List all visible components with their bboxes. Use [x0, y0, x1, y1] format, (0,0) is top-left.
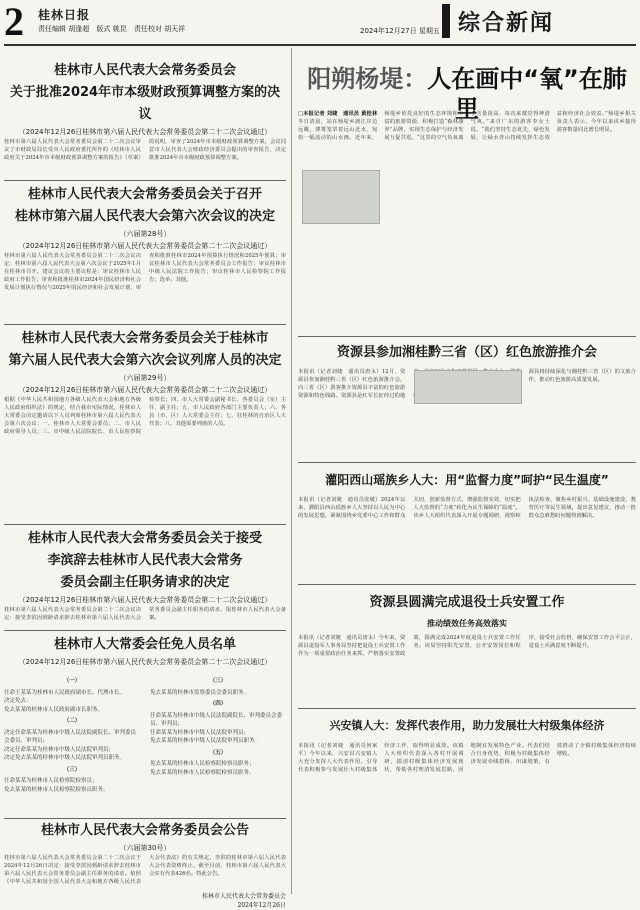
signature: 桂林市人民代表大会常务委员会 2024年12月26日 — [4, 892, 286, 910]
list-heading: （三） — [63, 766, 81, 773]
divider — [4, 524, 286, 525]
section-title: 综合新闻 — [458, 11, 555, 36]
article-title: 桂林市人大常委会任免人员名单 — [53, 637, 236, 652]
article-photo — [414, 370, 522, 404]
masthead: 桂林日报 — [38, 8, 91, 22]
article-resignation — [4, 528, 286, 622]
list-item: 免去某某的桂林市中级人民法院审判员职务。 — [150, 738, 261, 744]
article-body: 桂林市第六届人民代表大会常务委员会第二十二次会议决定：桂林市第六届人民代表大会第六次会议于2025年1月在桂林市召开。建议会议的主要议程是：审议桂林市人民政府工作报告；审查和批准桂林市2024年国民经济和社会发展计划执行情况与2025年国民经济和社会发展计划，审查和批准桂林市2024年预算执行情况和2025年预算；审议桂林市人民代表大会常务委员会工作报告；审议桂林市中级人民法院工作报告；审议桂林市人民检察院工作报告；选举；其他。 — [4, 253, 286, 291]
article-title: 兴安镇人大：发挥代表作用，助力发展壮大村级集体经济 — [329, 719, 605, 732]
list-item: 免去某某的桂林市人民检察院检察员职务。 — [150, 769, 255, 776]
appointment-list-left — [4, 674, 140, 816]
list-item: 任命某某为桂林市中级人民法院副院长、审判委员会委员、审判员； — [150, 712, 283, 727]
lead-text: 冬日清晨，站在杨堤乡漓江岸边远眺，薄雾笼罩着远山近水，宛如一幅流动的山水画。近年来，杨堤乡依托良好的生态环境和丰富的旅游资源，积极打造“森林康养”品牌，实现生态保护与经济发展互促共进。“这里的空气负氧离子含量很高，每次来都觉得神清气爽。”来自广东的游客李女士说。“我们坚持生态优先、绿色发展，让绿水青山持续发挥生态效益和经济社会效益。”杨堤乡相关负责人表示，今年以来该乡接待游客数量同比增长明显。 — [298, 111, 636, 141]
article-body: 桂林市第六届人民代表大会常务委员会第二十二次会议决定：接受李滨因到龄请求辞去桂林市第六届人民代表大会常务委员会副主任职务的请求，报桂林市人民代表大会备案。 — [4, 607, 286, 621]
article-body: 桂林市第六届人民代表大会常务委员会第二十二次会议审议了市财政局局长受市人民政府委托所作的《桂林市人民政府关于2024年市本级财政预算调整方案的报告》（草案）的说明，审查了2024年市本级财政预算调整方案。会议同意市人民代表大会财政经济委员会提出的审查报告，决定批准2024年市本级财政预算调整方案。 — [4, 139, 286, 161]
article-announcement — [4, 820, 286, 910]
page-number: 2 — [4, 0, 24, 44]
lead-photo — [302, 170, 380, 224]
article-convene-session — [4, 184, 286, 316]
list-heading: （三） — [209, 678, 227, 684]
divider — [298, 708, 636, 709]
list-item: 任命某某为桂林市人民检察院检察员； — [4, 778, 98, 784]
header-rule — [4, 44, 636, 46]
page-header — [0, 0, 640, 50]
article-body: 根据《中华人民共和国地方各级人民代表大会和地方各级人民政府组织法》的规定，结合我市实际情况，桂林市人大常委会决定邀请以下人员列席桂林市第六届人民代表大会第六次会议：一、桂林市人大常委会委员；二、市人民政府领导人员；三、市中级人民法院院长、市人民检察院检察长；四、市人大常委会副秘书长、各委员会（室）主任、副主任；五、市人民政府各部门主要负责人；六、各县（市、区）人大常委会主任；七、驻桂林的自治区人大代表；八、其他需要列席的人员。 — [4, 397, 286, 435]
editor-credit: 版式 姚昆 — [96, 25, 127, 33]
editor-credit: 责任编辑 胡逢超 — [38, 25, 90, 33]
lead-headline-part2: 人在画中“氧”在肺里 — [427, 65, 627, 123]
article-body: 本报讯（记者刘婕 通讯员何家平）今年以来，兴安县兴安镇人大充分发挥人大代表作用，引导代表积极参与发展壮大村级集体经济工作，取得明显成效。该镇人大组织代表深入各村开展调研，摸清村级集体经济发展现状，帮助各村理清发展思路，因地制宜发展特色产业。代表们结合自身优势，积极为村级集体经济发展牵线搭桥、出谋划策，有效推动了全镇村级集体经济持续增收。 — [298, 743, 636, 773]
divider — [4, 630, 286, 631]
article-title: 桂林市人民代表大会常务委员会公告 — [40, 823, 249, 838]
appointment-list-right — [150, 674, 286, 816]
list-heading: （四） — [209, 701, 227, 707]
list-item: 决定免去某某的桂林市中级人民法院审判员职务。 — [4, 755, 126, 761]
article-title: 灌阳西山瑶族乡人大：用“监督力度”呵护“民生温度” — [325, 473, 609, 487]
divider — [4, 818, 286, 819]
article-body: 本报讯（记者刘婕 通讯员唐永）12月，资源县参加湘桂黔三省（区）红色旅游推介会，向三省（区）游客推介资源县丰富的红色旅游资源和特色线路。资源县是红军长征经过的地 源县将持续深化与湘桂黔三省（区）的文旅合作，推动红色旅游高质量发展。 — [298, 369, 636, 399]
article-number: （六届第29号） — [119, 374, 171, 382]
list-item: 免去某某的桂林市人民政府副市长职务。 — [4, 706, 104, 713]
article-subtitle: （2024年12月26日桂林市第六届人民代表大会常务委员会第二十二次会议通过） — [18, 128, 272, 136]
list-item: 免去某某的桂林市人民检察院检察员职务。 — [4, 786, 109, 793]
article-number: （六届第28号） — [119, 230, 171, 238]
article-title: 委员会副主任职务请求的决定 — [60, 575, 230, 590]
article-title: 桂林市人民代表大会常务委员会关于接受 — [27, 531, 262, 546]
article-subtitle: （2024年12月26日桂林市第六届人民代表大会常务委员会第二十二次会议通过） — [18, 386, 272, 394]
article-body: 本报讯（记者刘婕 通讯员张敏）2024年以来，灌阳县西山瑶族乡人大坚持以人民为中心的发展思想，紧紧围绕乡党委中心工作和群众关切，创新监督方式，增强监督实效，切实把人大监督的“力度”转化为民生保障的“温度”。该乡人大组织代表深入开展专题调研、视察和执法检查，聚焦乡村振兴、基础设施建设、教育医疗等民生领域，提出意见建议，推动一批群众急难愁盼问题得到解决。 — [298, 497, 636, 519]
list-item: 决定任命某某为桂林市中级人民法院副院长、审判委员会委员、审判员； — [4, 729, 137, 744]
list-heading: （一） — [63, 678, 81, 684]
lead-headline-part1: 阳朔杨堤： — [307, 65, 428, 93]
article-title: 资源县参加湘桂黔三省（区）红色旅游推介会 — [336, 345, 597, 360]
divider — [298, 462, 636, 463]
lead-byline: □本报记者 刘婕 通讯员 黄桂林 — [298, 111, 378, 117]
list-item: 任命某某为桂林市中级人民法院审判员； — [150, 729, 250, 736]
article-title: 桂林市人民代表大会常务委员会关于桂林市 — [21, 331, 269, 346]
list-item: 免去某某的桂林市人民检察院检察员职务； — [150, 761, 255, 767]
list-heading: （二） — [63, 718, 81, 724]
article-title: 资源县圆满完成退役士兵安置工作 — [369, 595, 565, 610]
dateline: 2024年12月27日 星期五 — [360, 27, 440, 35]
article-body: 本报讯（记者刘婕 通讯员唐永）今年来，资源县退役军人事务局坚持把退役士兵安置工作作为一项重要政治任务来抓，严格落实安置政策，圆满完成2024年度退役士兵安置工作任务。该局坚持阳光安置，公开安置岗位和程序，接受社会监督，确保安置工作公平公正，退役士兵满意度不断提升。 — [298, 635, 636, 657]
article-subtitle: （2024年12月26日桂林市第六届人民代表大会常务委员会第二十二次会议通过） — [18, 596, 272, 604]
signature-date: 2024年12月26日 — [237, 902, 286, 909]
section-bar — [442, 4, 450, 38]
article-subtitle: （2024年12月26日桂林市第六届人民代表大会常务委员会第二十二次会议通过） — [18, 658, 272, 666]
list-heading: （五） — [209, 749, 227, 756]
article-number: （六届第30号） — [119, 844, 171, 852]
divider — [4, 180, 286, 181]
list-item: 决定免去： — [4, 698, 32, 704]
article-subtitle: 推动绩效任务高效落实 — [427, 619, 507, 628]
column-divider — [291, 48, 292, 894]
article-title: 桂林市人民代表大会常务委员会 — [53, 63, 236, 78]
divider — [298, 584, 636, 585]
list-item: 任命王某某为桂林市人民政府副市长、代理市长。 — [4, 689, 126, 696]
editor-credits — [38, 24, 190, 34]
article-budget-resolution — [4, 60, 286, 188]
article-title: 桂林市第六届人民代表大会第六次会议的决定 — [14, 209, 275, 224]
article-title: 关于批准2024年市本级财政预算调整方案的决议 — [9, 85, 281, 122]
article-title: 第六届人民代表大会第六次会议列席人员的决定 — [8, 353, 282, 368]
article-appointments — [4, 634, 286, 793]
editor-credit: 责任校对 胡天祥 — [133, 25, 186, 33]
section-banner — [442, 0, 640, 42]
divider — [298, 336, 636, 337]
article-attendees — [4, 328, 286, 516]
article-body: 桂林市第六届人民代表大会常务委员会第二十二次会议于2024年12月26日决定：接受李滨因到龄请求辞去桂林市第六届人民代表大会常务委员会副主任职务的请求。依照《中华人民共和国全国人民代表大会和地方各级人民代表大会代表法》的有关规定，李滨的桂林市第六届人民代表大会代表资格终止。截至目前，桂林市第六届人民代表大会实有代表426名。特此公告。 — [4, 855, 286, 885]
list-item: 决定任命某某为桂林市中级人民法院审判员； — [4, 746, 115, 753]
article-title: 桂林市人民代表大会常务委员会关于召开 — [27, 187, 262, 202]
right-column — [298, 52, 636, 892]
divider — [4, 324, 286, 325]
left-column — [4, 52, 286, 909]
list-item: 免去某某的桂林市监察委员会委员职务。 — [150, 689, 250, 696]
article-title: 李滨辞去桂林市人民代表大会常务 — [47, 553, 243, 568]
article-subtitle: （2024年12月26日桂林市第六届人民代表大会常务委员会第二十二次会议通过） — [18, 242, 272, 250]
